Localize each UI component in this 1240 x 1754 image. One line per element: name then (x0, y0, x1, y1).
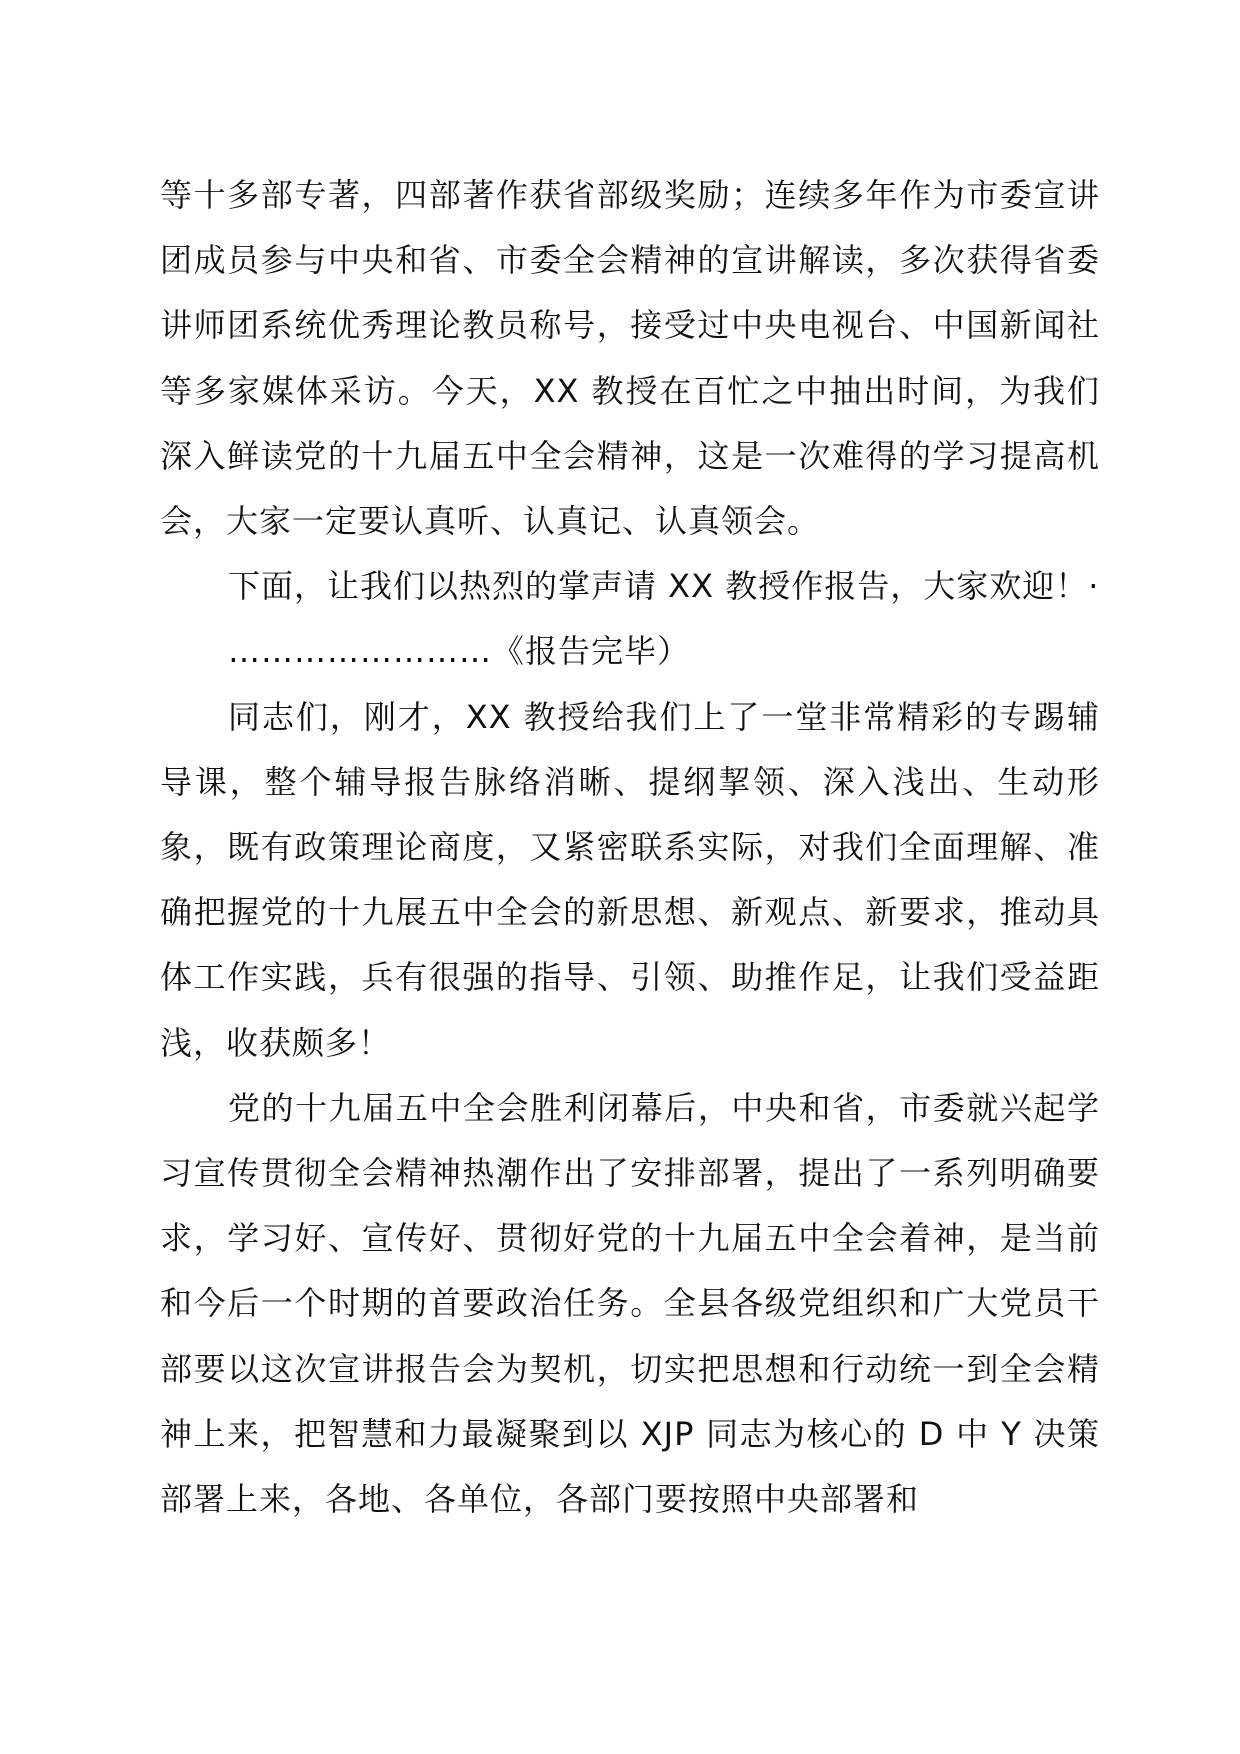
paragraph-summary: 同志们，刚才，XX 教授给我们上了一堂非常精彩的专踢辅导课，整个辅导报告脉络消晰、提纲挈领、深入浅出、生动形象，既有政策理论商度，又紧密联系实际，对我们全面理解、准确把握党的十九展五中全会的新思想、新观点、新要求，推动具体工作实践，兵有很强的指导、引领、助推作足，让我们受益距浅，收获颇多！ (160, 697, 1100, 1062)
paragraph-speaker-intro: 等十多部专著，四部著作获省部级奖励；连续多年作为市委宣讲团成员参与中央和省、市委全会精神的宣讲解读，多次获得省委讲师团系统优秀理论教员称号，接受过中央电视台、中国新闻社等多家媒体采访。今天，XX 教授在百忙之中抽出时间，为我们深入鲜读党的十九届五中全会精神，这是一次难得的学习提高机会，大家一定要认真听、认真记、认真领会。 (160, 176, 1100, 541)
paragraph-welcome: 下面，让我们以热烈的掌声请 XX 教授作报告，大家欢迎！· (228, 567, 1100, 606)
paragraph-report-finished: ……………………《报告完毕） (228, 632, 691, 671)
document-page (160, 163, 1100, 1532)
paragraph-requirements: 党的十九届五中全会胜利闭幕后，中央和省，市委就兴起学习宣传贯彻全会精神热潮作出了安排部署，提出了一系列明确要求，学习好、宣传好、贯彻好党的十九届五中全会着神，是当前和今后一个时期的首要政治任务。全县各级党组织和广大党员干部要以这次宣讲报告会为契机，切实把思想和行动统一到全会精神上来，把智慧和力最凝聚到以 XJP 同志为核心的 D 中 Y 决策部署上来，各地、各单位，各部门要按照中央部署和 (160, 1088, 1100, 1519)
